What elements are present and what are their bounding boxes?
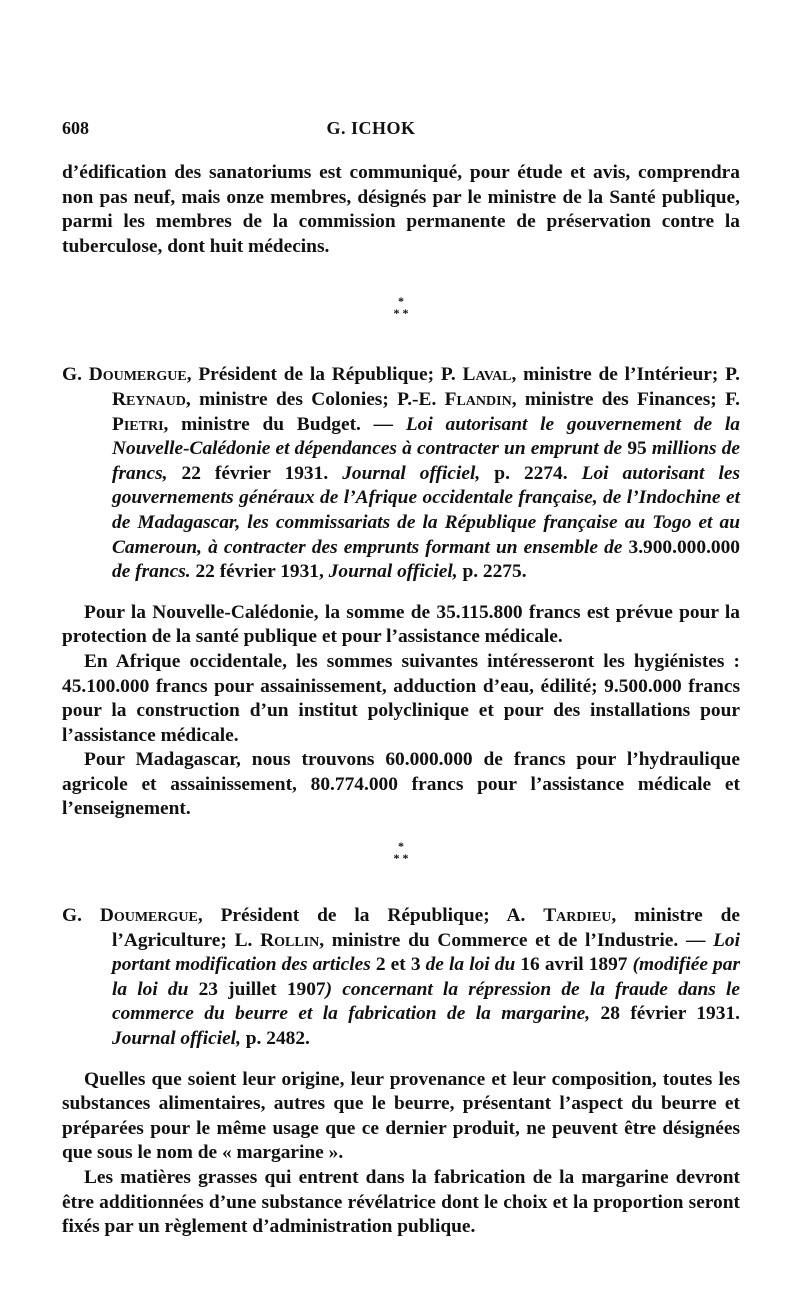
law-title: Loi autorisant le gouvernement de la Nouvelle-Calédonie et dépendances à contracter un emprunt de [112,413,740,460]
person-name: Doumergue [88,364,187,386]
citation-text: G. [62,905,100,927]
running-title: G. ICHOK [326,118,416,138]
law-title: Loi portant modification des articles [112,929,740,976]
citation-text: , ministre de l’Agriculture; L. [112,905,741,951]
person-name: Pietri [112,413,164,435]
separator-top-asterisk: * [398,839,404,854]
body-paragraph: Pour la Nouvelle-Calédonie, la somme de 35.115.800 francs est prévue pour la protection de la santé publique et pour l’assistance médicale. [62,601,740,648]
journal-name: Journal officiel, [112,1028,241,1050]
law-title: (modifiée par la loi du [112,954,740,1000]
person-name: Laval [462,364,512,386]
separator-top-asterisk: * [398,294,404,309]
legal-citation [62,904,740,1052]
opening-paragraph: d’édification des sanatoriums est communiqué, pour étude et avis, comprendra non pas neuf, mais onze membres, désignés par le ministre de la Santé publique, parmi les membres de la commission permanente de préservation contre la tuberculose, dont huit médecins. [62,162,740,257]
running-head [62,118,740,139]
person-name: Doumergue [99,905,198,927]
person-name: Rollin [260,929,320,951]
law-date: 23 juillet 1907 [198,978,326,1000]
citation-text: , Président de la République; P. [186,364,463,386]
separator-bottom-asterisks: * * [393,851,409,866]
citation-text: , ministre des Finances; F. [511,388,740,410]
law-date: 22 février 1931. [167,462,343,484]
journal-page: p. 2275. [457,561,527,583]
section-separator [62,840,740,864]
body-paragraph: En Afrique occidentale, les sommes suivantes intéresseront les hygiénistes : 45.100.000 francs pour assainissement, adduction d’eau, édilité; 9.500.000 francs pour la construction d’un institut polyclinique et pour des installations pour l’assistance médicale. [62,650,740,746]
legal-citation [62,363,740,584]
law-title: de francs. [112,561,191,583]
journal-page: p. 2274. [480,462,582,484]
citation-date: 28 février 1931. [590,1003,740,1025]
book-page [62,118,740,1240]
citation-text: , ministre du Commerce et de l’Industrie. — [319,929,714,951]
body-paragraph: Pour Madagascar, nous trouvons 60.000.000 de francs pour l’hydraulique agricole et assainissement, 80.774.000 francs pour l’assistance médicale et l’enseignement. [62,749,740,820]
law-title: millions de francs, [112,438,740,484]
law-amount: 95 [627,438,647,460]
separator-bottom-asterisks: * * [393,306,409,321]
law-title: Loi autorisant les gouvernements généraux de l’Afrique occidentale française, de l’Indochine et de Madagascar, les commissariats de la République française au Togo et au Cameroun, à contracter des emprunts formant un ensemble de [112,462,740,558]
person-name: Flandin [444,388,512,410]
journal-name: Journal officiel, [342,462,481,484]
section-separator [62,295,740,319]
citation-text: , ministre des Colonies; P.-E. [185,388,445,410]
journal-page: p. 2482. [240,1028,310,1050]
body-paragraph: Quelles que soient leur origine, leur provenance et leur composition, toutes les substances alimentaires, autres que le beurre, présentant l’aspect du beurre et préparées pour le même usage que ce dernier produit, ne peuvent être désignées que sous le nom de « margarine ». [62,1068,740,1164]
page-number: 608 [62,118,89,138]
citation-text: , ministre de l’Intérieur; P. [511,364,741,386]
citation-text: , ministre du Budget. — [163,413,406,435]
law-date: 22 février 1931, [190,561,329,583]
law-amount: 3.900.000.000 [628,536,740,558]
law-date: 16 avril 1897 [520,954,628,976]
body-paragraph: Les matières grasses qui entrent dans la fabrication de la margarine devront être additionnées d’une substance révélatrice dont le choix et la proportion seront fixés par un règlement d’administration publique. [62,1167,740,1238]
person-name: Reynaud [112,388,186,410]
person-name: Tardieu [543,905,612,927]
citation-text: G. [62,364,89,386]
law-title: ) concernant la répression de la fraude dans le commerce du beurre et la fabrication de la margarine, [112,978,740,1025]
citation-text: , Président de la République; A. [197,905,544,927]
law-articles: 2 et 3 [375,954,421,976]
journal-name: Journal officiel, [328,561,458,583]
law-title: de la loi du [420,954,521,976]
